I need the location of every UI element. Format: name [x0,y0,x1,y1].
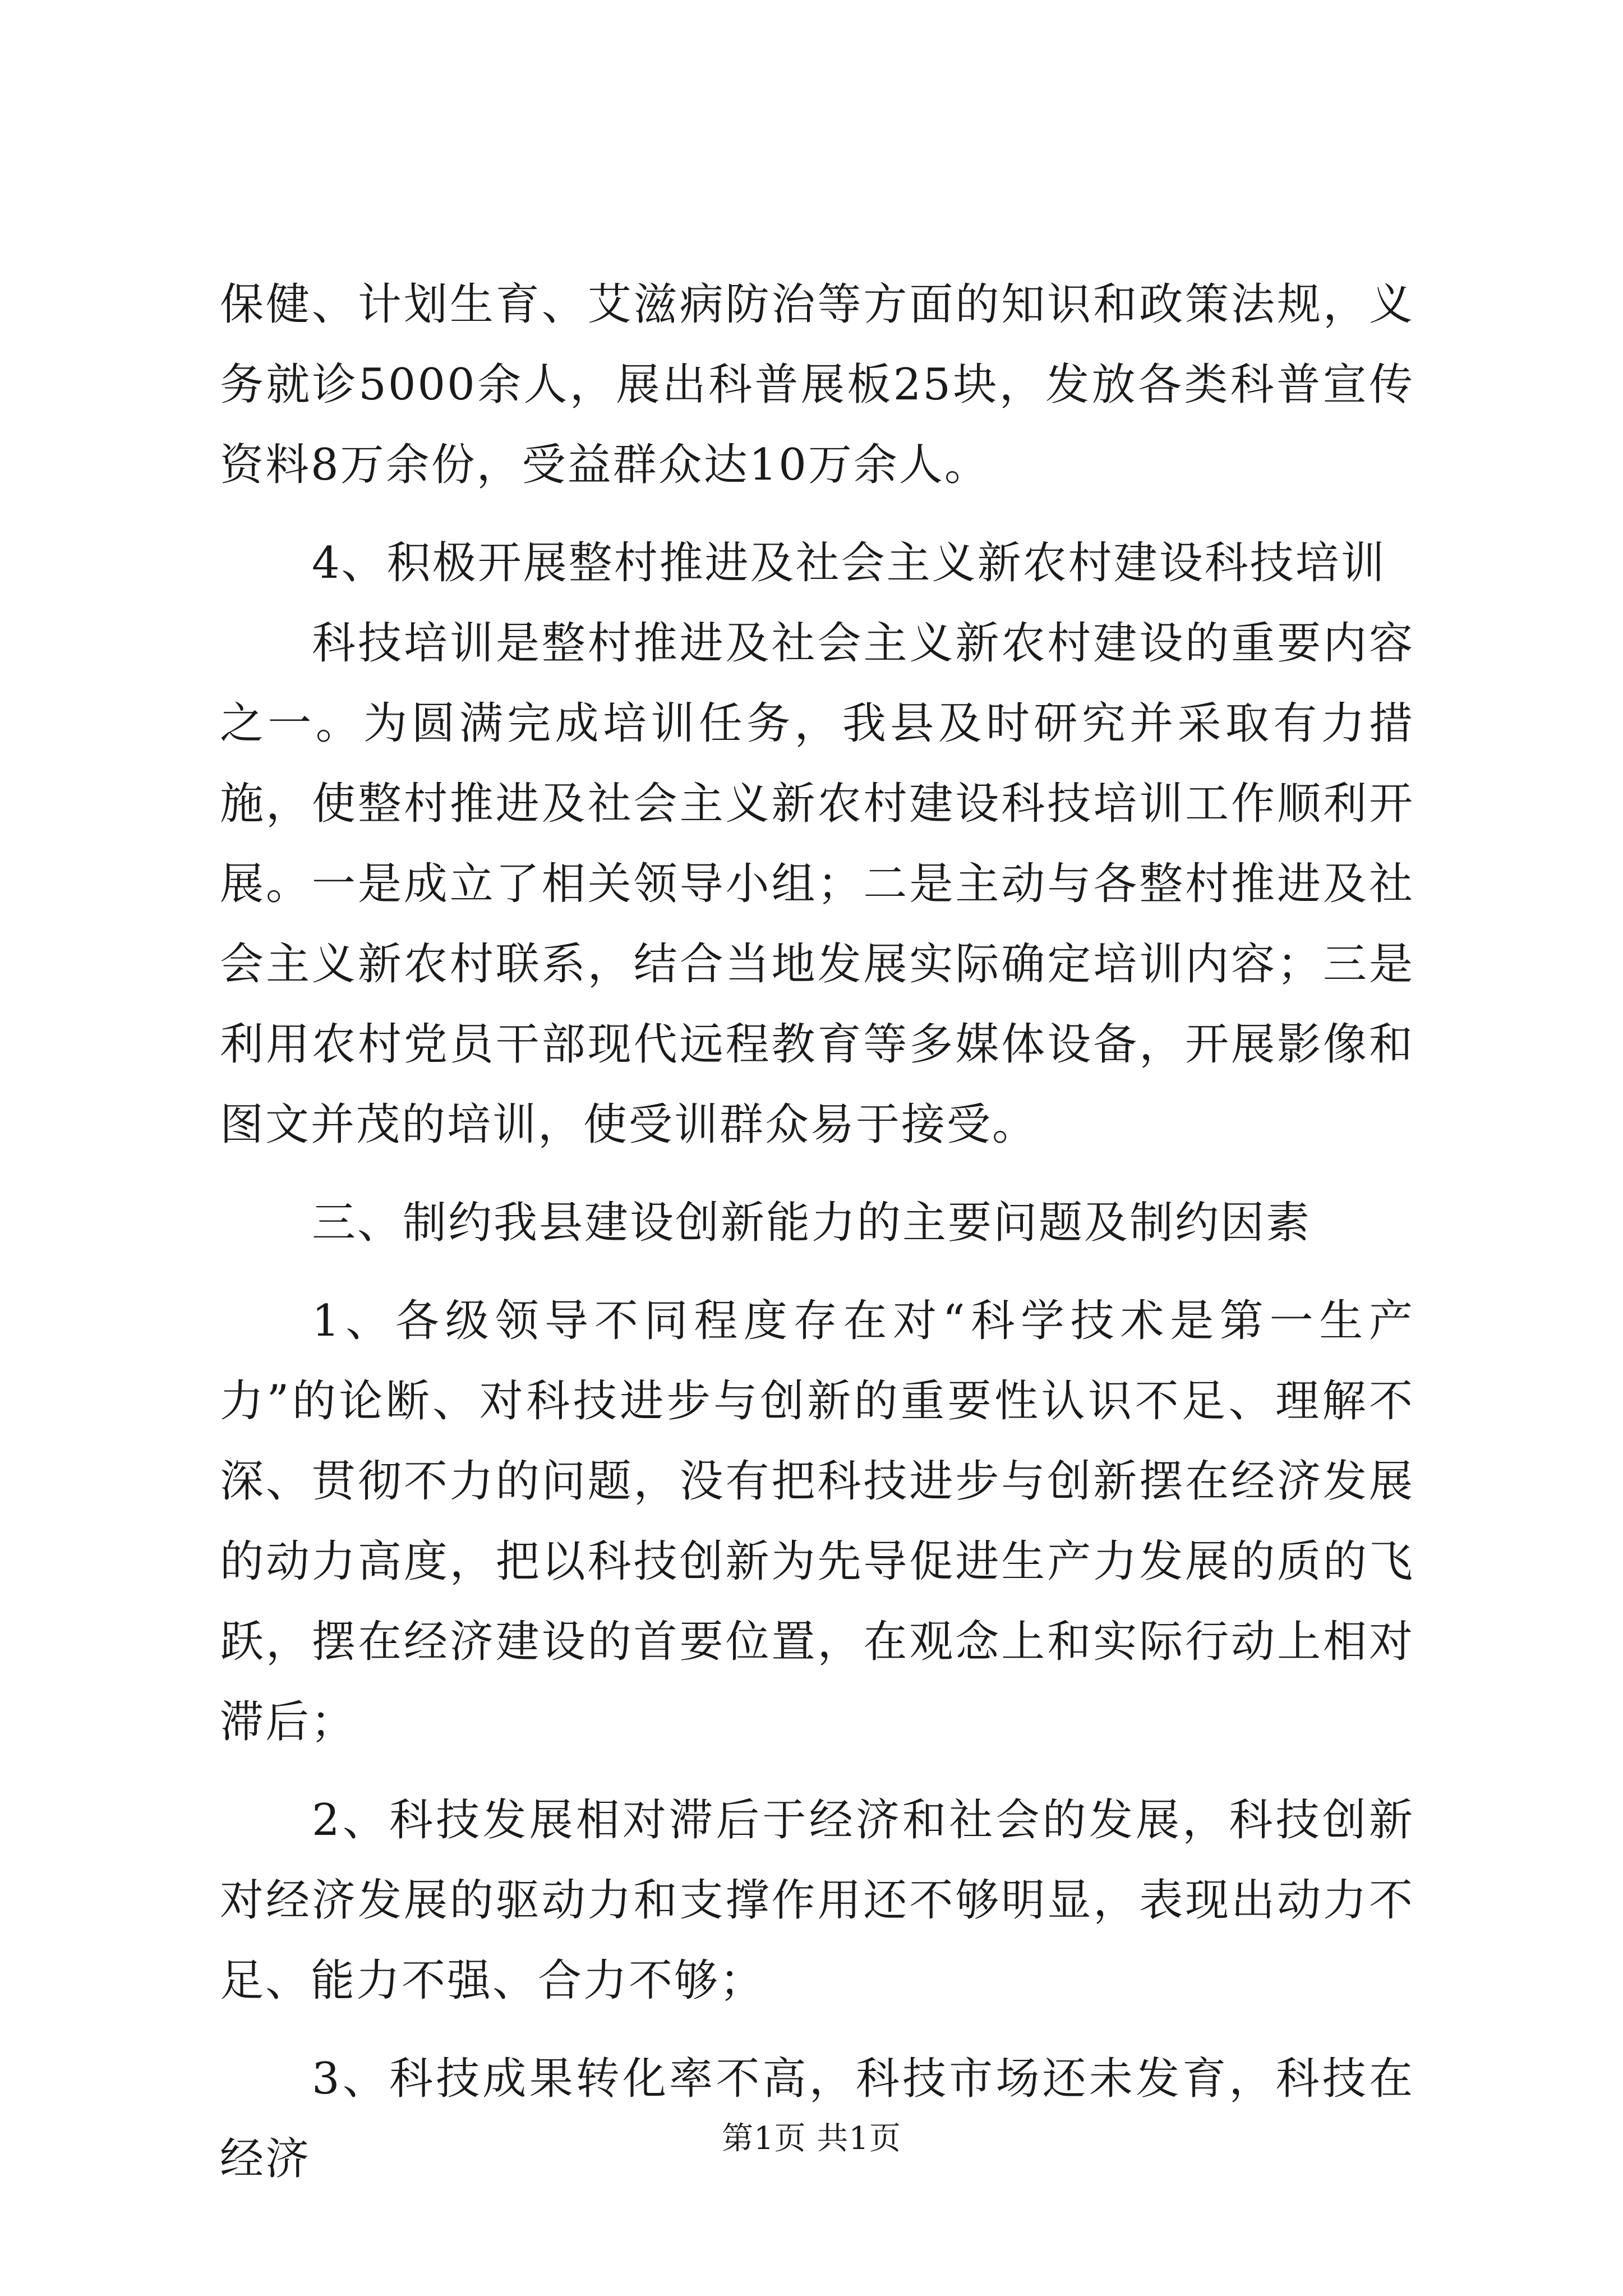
document-body [220,265,1414,2200]
page-footer [0,2119,1623,2159]
page-number-label: 第1页 共1页 [721,2120,902,2157]
paragraph-item-3: 3、科技成果转化率不高，科技市场还未发育，科技在经济 [220,2054,1414,2184]
section-heading-3: 三、制约我县建设创新能力的主要问题及制约因素 [312,1198,1312,1248]
paragraph-training: 科技培训是整村推进及社会主义新农村建设的重要内容之一。为圆满完成培训任务，我县及时研究并采取有力措施，使整村推进及社会主义新农村建设科技培训工作顺利开展。一是成立了相关领导小组；二是主动与各整村推进及社会主义新农村联系，结合当地发展实际确定培训内容；三是利用农村党员干部现代远程教育等多媒体设备，开展影像和图文并茂的培训，使受训群众易于接受。 [220,618,1414,1150]
paragraph-continuation: 保健、计划生育、艾滋病防治等方面的知识和政策法规，义务就诊5000余人，展出科普展板25块，发放各类科普宣传资料8万余份，受益群众达10万余人。 [220,279,1414,490]
paragraph-item-1: 1、各级领导不同程度存在对“科学技术是第一生产力”的论断、对科技进步与创新的重要性认识不足、理解不深、贯彻不力的问题，没有把科技进步与创新摆在经济发展的动力高度，把以科技创新为先导促进生产力发展的质的飞跃，摆在经济建设的首要位置，在观念上和实际行动上相对滞后； [220,1296,1414,1747]
paragraph-item-2: 2、科技发展相对滞后于经济和社会的发展，科技创新对经济发展的驱动力和支撑作用还不够明显，表现出动力不足、能力不强、合力不够； [220,1795,1414,2006]
section-heading-4: 4、积极开展整村推进及社会主义新农村建设科技培训 [312,538,1386,588]
